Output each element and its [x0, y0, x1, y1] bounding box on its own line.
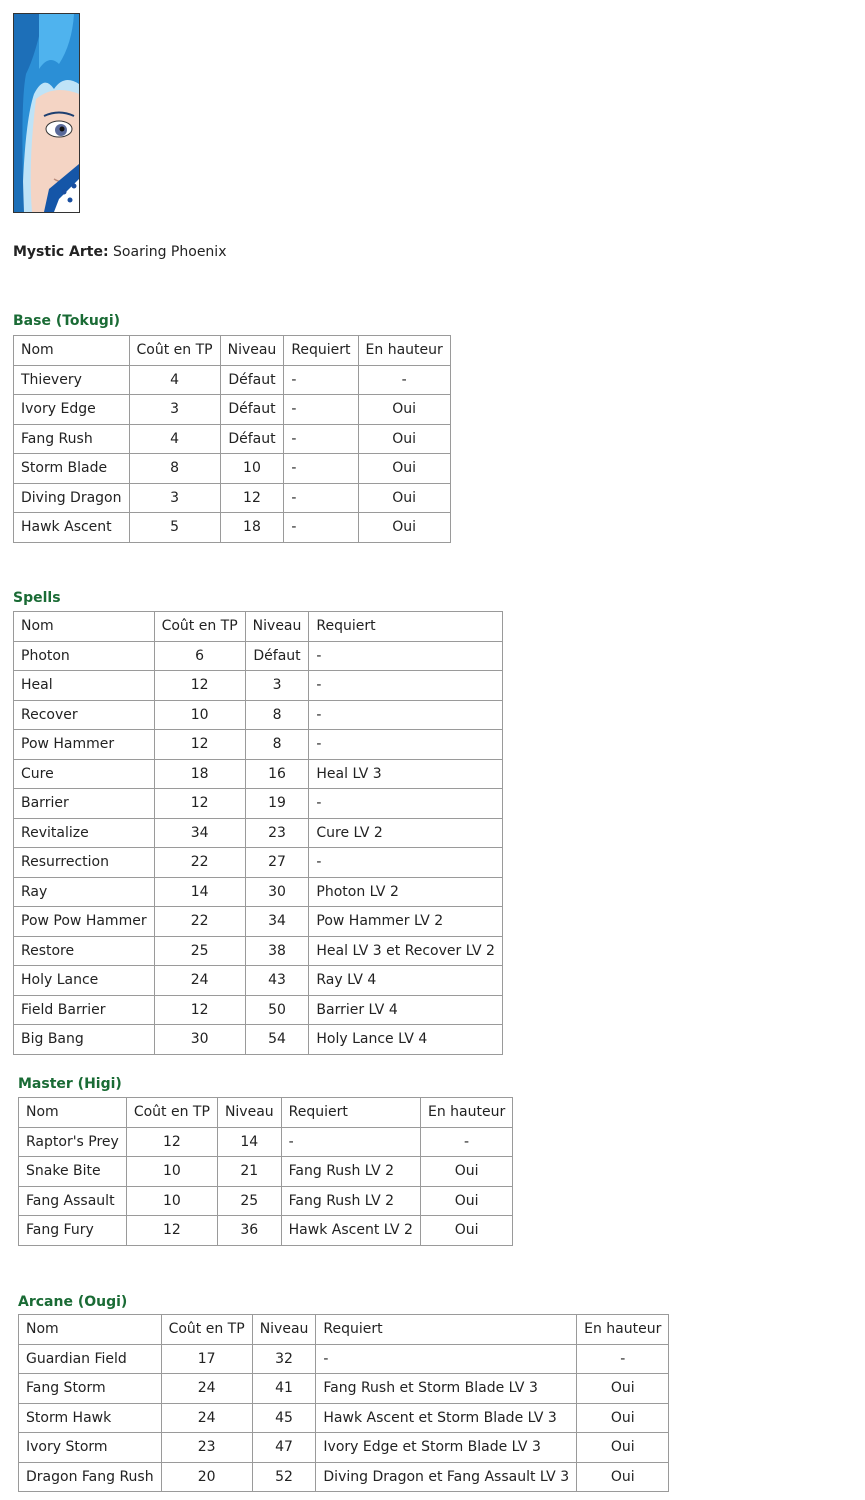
table-cell: 21	[217, 1157, 281, 1187]
table-row	[19, 1127, 513, 1157]
column-header: Niveau	[220, 336, 284, 366]
table-cell: Snake Bite	[19, 1157, 127, 1187]
table-row	[14, 730, 503, 760]
table-cell: Pow Hammer	[14, 730, 155, 760]
table-cell: Oui	[358, 395, 450, 425]
table-cell: 12	[154, 730, 245, 760]
table-cell: -	[309, 789, 503, 819]
table-cell: 52	[252, 1462, 316, 1492]
table-cell: -	[284, 424, 358, 454]
column-header: Requiert	[316, 1315, 577, 1345]
table-cell: 22	[154, 907, 245, 937]
table-cell: -	[284, 365, 358, 395]
table-cell: Field Barrier	[14, 995, 155, 1025]
table-cell: 27	[245, 848, 309, 878]
table-row	[19, 1344, 669, 1374]
table-cell: -	[309, 700, 503, 730]
table-cell: 23	[245, 818, 309, 848]
table-cell: 8	[245, 730, 309, 760]
table-row	[14, 995, 503, 1025]
table-cell: Fang Rush	[14, 424, 130, 454]
table-cell: 14	[217, 1127, 281, 1157]
table-cell: Oui	[577, 1462, 669, 1492]
column-header: Coût en TP	[126, 1098, 217, 1128]
mystic-arte	[13, 244, 226, 260]
table-row	[19, 1374, 669, 1404]
table-cell: 24	[161, 1374, 252, 1404]
table-cell: Resurrection	[14, 848, 155, 878]
table-cell: 47	[252, 1433, 316, 1463]
table-cell: 22	[154, 848, 245, 878]
table-cell: 4	[129, 424, 220, 454]
table-cell: 19	[245, 789, 309, 819]
table-cell: Restore	[14, 936, 155, 966]
table-row	[14, 513, 451, 543]
table-cell: 8	[245, 700, 309, 730]
table-cell: Storm Hawk	[19, 1403, 162, 1433]
table-cell: -	[358, 365, 450, 395]
table-cell: 12	[126, 1216, 217, 1246]
table-cell: -	[577, 1344, 669, 1374]
table-cell: 30	[245, 877, 309, 907]
table-cell: 12	[126, 1127, 217, 1157]
table-cell: 36	[217, 1216, 281, 1246]
table-row	[14, 671, 503, 701]
column-header: Requiert	[309, 612, 503, 642]
table-cell: 10	[220, 454, 284, 484]
table-cell: 4	[129, 365, 220, 395]
table-row	[14, 789, 503, 819]
table-cell: Pow Pow Hammer	[14, 907, 155, 937]
table-cell: Guardian Field	[19, 1344, 162, 1374]
table-cell: 54	[245, 1025, 309, 1055]
table-cell: 24	[154, 966, 245, 996]
column-header: Niveau	[245, 612, 309, 642]
table-cell: Photon LV 2	[309, 877, 503, 907]
table-row	[19, 1462, 669, 1492]
table-cell: Fang Fury	[19, 1216, 127, 1246]
table-cell: 45	[252, 1403, 316, 1433]
column-header: Nom	[14, 612, 155, 642]
table-cell: Recover	[14, 700, 155, 730]
table-cell: 12	[154, 995, 245, 1025]
table-header-row	[14, 612, 503, 642]
table-cell: 18	[220, 513, 284, 543]
table-cell: 24	[161, 1403, 252, 1433]
mystic-arte-label: Mystic Arte:	[13, 244, 109, 260]
table-cell: Raptor's Prey	[19, 1127, 127, 1157]
section-title-arcane: Arcane (Ougi)	[18, 1294, 128, 1310]
table-row	[14, 936, 503, 966]
table-cell: Oui	[420, 1186, 512, 1216]
table-cell: Pow Hammer LV 2	[309, 907, 503, 937]
column-header: En hauteur	[577, 1315, 669, 1345]
table-cell: -	[284, 454, 358, 484]
table-cell: 30	[154, 1025, 245, 1055]
column-header: En hauteur	[420, 1098, 512, 1128]
table-cell: Oui	[577, 1374, 669, 1404]
table-cell: Diving Dragon et Fang Assault LV 3	[316, 1462, 577, 1492]
table-cell: 14	[154, 877, 245, 907]
table-cell: Big Bang	[14, 1025, 155, 1055]
table-row	[14, 966, 503, 996]
column-header: Nom	[19, 1098, 127, 1128]
section-title-base: Base (Tokugi)	[13, 313, 121, 329]
table-row	[14, 641, 503, 671]
table-cell: Heal LV 3 et Recover LV 2	[309, 936, 503, 966]
table-cell: 8	[129, 454, 220, 484]
table-cell: 17	[161, 1344, 252, 1374]
table-cell: Défaut	[220, 424, 284, 454]
table-cell: Oui	[420, 1157, 512, 1187]
table-cell: 16	[245, 759, 309, 789]
table-cell: Barrier LV 4	[309, 995, 503, 1025]
table-row	[14, 1025, 503, 1055]
table-row	[19, 1216, 513, 1246]
column-header: En hauteur	[358, 336, 450, 366]
table-cell: Barrier	[14, 789, 155, 819]
table-cell: Cure	[14, 759, 155, 789]
table-header-row	[19, 1315, 669, 1345]
table-cell: 18	[154, 759, 245, 789]
table-cell: -	[309, 848, 503, 878]
table-cell: Hawk Ascent	[14, 513, 130, 543]
table-cell: 23	[161, 1433, 252, 1463]
table-cell: Dragon Fang Rush	[19, 1462, 162, 1492]
table-cell: -	[316, 1344, 577, 1374]
table-row	[19, 1157, 513, 1187]
arcane-arts-table	[18, 1314, 669, 1492]
base-arts-table	[13, 335, 451, 543]
table-row	[14, 877, 503, 907]
table-cell: Storm Blade	[14, 454, 130, 484]
table-cell: Photon	[14, 641, 155, 671]
table-cell: Holy Lance	[14, 966, 155, 996]
table-cell: 25	[217, 1186, 281, 1216]
table-cell: Oui	[358, 483, 450, 513]
table-cell: Ray LV 4	[309, 966, 503, 996]
table-cell: Ivory Storm	[19, 1433, 162, 1463]
column-header: Coût en TP	[154, 612, 245, 642]
table-cell: 12	[154, 789, 245, 819]
table-row	[14, 759, 503, 789]
section-title-spells: Spells	[13, 590, 61, 606]
table-cell: 5	[129, 513, 220, 543]
table-cell: Holy Lance LV 4	[309, 1025, 503, 1055]
table-cell: -	[309, 730, 503, 760]
column-header: Nom	[19, 1315, 162, 1345]
table-cell: 34	[245, 907, 309, 937]
table-cell: Thievery	[14, 365, 130, 395]
table-row	[14, 700, 503, 730]
table-cell: 12	[154, 671, 245, 701]
table-row	[14, 848, 503, 878]
table-cell: 50	[245, 995, 309, 1025]
column-header: Nom	[14, 336, 130, 366]
table-cell: Oui	[577, 1433, 669, 1463]
table-cell: Heal	[14, 671, 155, 701]
table-header-row	[14, 336, 451, 366]
table-cell: Ivory Edge et Storm Blade LV 3	[316, 1433, 577, 1463]
table-cell: Ray	[14, 877, 155, 907]
table-cell: 34	[154, 818, 245, 848]
table-cell: 10	[154, 700, 245, 730]
column-header: Requiert	[284, 336, 358, 366]
table-cell: 10	[126, 1157, 217, 1187]
table-cell: Oui	[358, 424, 450, 454]
table-cell: Fang Rush LV 2	[281, 1186, 420, 1216]
mystic-arte-value: Soaring Phoenix	[113, 244, 227, 260]
table-cell: Défaut	[220, 365, 284, 395]
section-title-master: Master (Higi)	[18, 1076, 122, 1092]
table-cell: Défaut	[245, 641, 309, 671]
table-cell: Oui	[358, 454, 450, 484]
table-cell: 10	[126, 1186, 217, 1216]
table-row	[14, 454, 451, 484]
table-cell: 32	[252, 1344, 316, 1374]
table-row	[14, 907, 503, 937]
column-header: Coût en TP	[161, 1315, 252, 1345]
table-cell: Revitalize	[14, 818, 155, 848]
table-cell: 3	[129, 395, 220, 425]
table-cell: Fang Rush LV 2	[281, 1157, 420, 1187]
spells-table	[13, 611, 503, 1055]
table-cell: Fang Storm	[19, 1374, 162, 1404]
column-header: Coût en TP	[129, 336, 220, 366]
table-cell: Hawk Ascent et Storm Blade LV 3	[316, 1403, 577, 1433]
table-cell: 6	[154, 641, 245, 671]
table-cell: Heal LV 3	[309, 759, 503, 789]
character-portrait	[13, 13, 80, 213]
table-row	[14, 818, 503, 848]
table-cell: Diving Dragon	[14, 483, 130, 513]
table-row	[14, 424, 451, 454]
table-row	[19, 1403, 669, 1433]
table-cell: Oui	[577, 1403, 669, 1433]
table-cell: -	[284, 483, 358, 513]
table-cell: Oui	[358, 513, 450, 543]
table-cell: 38	[245, 936, 309, 966]
master-arts-table	[18, 1097, 513, 1246]
table-row	[19, 1186, 513, 1216]
table-cell: 25	[154, 936, 245, 966]
table-cell: -	[281, 1127, 420, 1157]
column-header: Requiert	[281, 1098, 420, 1128]
table-cell: Fang Assault	[19, 1186, 127, 1216]
table-cell: Ivory Edge	[14, 395, 130, 425]
table-cell: -	[420, 1127, 512, 1157]
table-cell: Cure LV 2	[309, 818, 503, 848]
table-cell: 3	[245, 671, 309, 701]
table-cell: 3	[129, 483, 220, 513]
table-cell: 41	[252, 1374, 316, 1404]
table-row	[14, 483, 451, 513]
table-cell: -	[284, 513, 358, 543]
table-cell: Fang Rush et Storm Blade LV 3	[316, 1374, 577, 1404]
table-row	[19, 1433, 669, 1463]
table-cell: -	[309, 641, 503, 671]
table-cell: 12	[220, 483, 284, 513]
table-cell: 43	[245, 966, 309, 996]
table-cell: Défaut	[220, 395, 284, 425]
column-header: Niveau	[217, 1098, 281, 1128]
table-row	[14, 395, 451, 425]
table-cell: Oui	[420, 1216, 512, 1246]
column-header: Niveau	[252, 1315, 316, 1345]
table-header-row	[19, 1098, 513, 1128]
table-cell: 20	[161, 1462, 252, 1492]
table-cell: Hawk Ascent LV 2	[281, 1216, 420, 1246]
table-row	[14, 365, 451, 395]
table-cell: -	[284, 395, 358, 425]
table-cell: -	[309, 671, 503, 701]
